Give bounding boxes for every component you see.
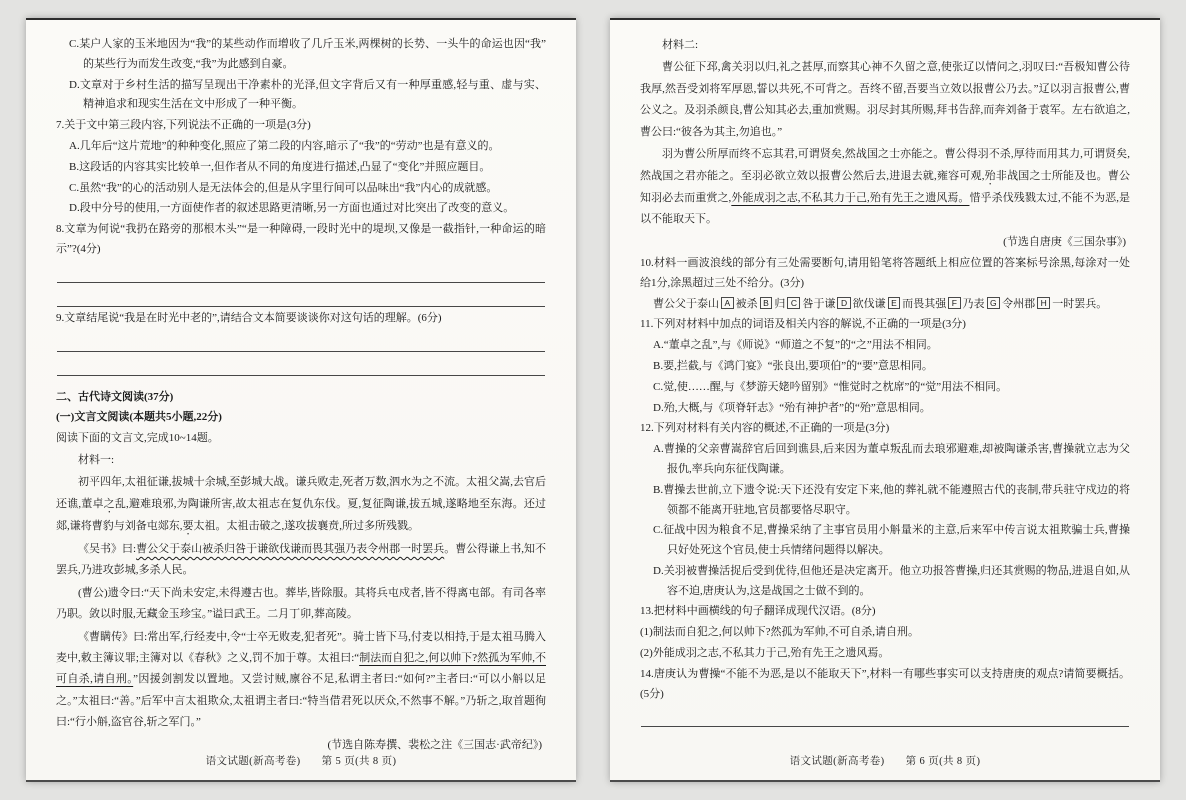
- text-segment: 外能成羽之志,不私其力于己,殆有先王之遗风焉。: [731, 191, 970, 204]
- page-5-content: [56, 35, 546, 756]
- text-segment: 令州郡: [1002, 297, 1036, 310]
- text-segment: 乃表: [962, 297, 985, 310]
- text-segment: 材料二:: [662, 39, 699, 51]
- answer-line: [57, 261, 545, 283]
- text-segment: 归: [774, 297, 786, 310]
- answer-marker-box: G: [987, 297, 1001, 310]
- text-segment: C.觉,使……醒,与《梦游天姥吟留别》“惟觉时之枕席”的“觉”用法不相同。: [653, 380, 1008, 393]
- text-segment: 制法而自犯之,何以帅下?然孤为军帅,不可自杀,请自刑。: [56, 652, 546, 686]
- text-segment: 7.关于文中第三段内容,下列说法不正确的一项是(3分): [56, 119, 311, 132]
- text-segment: 《曹瞒传》曰:常出军,行经麦中,令“士卒无败麦,犯者死”。骑士皆下马,付麦以相持,于是太祖马腾入麦中,敕主簿议罪;主簿对以《春秋》之义,罚不加于尊。太祖曰:“: [56, 630, 546, 665]
- text-segment: 14.唐庚认为曹操“不能不为恶,是以不能取天下”,材料一有哪些事实可以支持唐庚的观点?请简要概括。(5分): [640, 667, 1130, 700]
- answer-line: [641, 705, 1129, 727]
- text-segment: B.曹操去世前,立下遗令说:天下还没有安定下来,他的葬礼就不能遵照古代的丧制,带兵驻守戍边的将领都不能离开驻地,官员都要恪尽职守。: [653, 483, 1130, 516]
- question-14: [640, 665, 1130, 705]
- question-11-option-c: [653, 378, 1130, 398]
- question-10: [640, 254, 1130, 294]
- question-11: [640, 315, 1130, 335]
- text-segment: 11.下列对材料中加点的词语及相关内容的解说,不正确的一项是(3分): [640, 318, 966, 331]
- text-segment: 欲伐谦: [852, 297, 886, 310]
- question-11-option-a: [653, 336, 1130, 356]
- text-segment: A.曹操的父亲曹嵩辞官后回到谯县,后来因为董卓叛乱而去琅邪避难,却被陶谦杀害,曹操就立志为父报仇,率兵向东征伐陶谦。: [653, 443, 1130, 475]
- question-12-option-c: [653, 521, 1130, 561]
- option-c: [69, 35, 546, 75]
- text-segment: 10.材料一画波浪线的部分有三处需要断句,请用铅笔将答题纸上相应位置的答案标号涂黑,每涂对一处给1分,涂黑超过三处不给分。(3分): [640, 256, 1130, 289]
- answer-marker-box: E: [888, 297, 901, 310]
- text-segment: 9.文章结尾说“我是在时光中老的”,请结合文本简要谈谈你对这句话的理解。(6分): [56, 311, 442, 324]
- reading-instruction: [56, 429, 546, 449]
- text-segment: 一时罢兵。: [1052, 297, 1108, 310]
- answer-line: [57, 285, 545, 307]
- text-segment: 而畏其强: [902, 297, 947, 310]
- subsection-1-heading: [56, 408, 546, 428]
- text-segment: (节选自陈寿撰、裴松之注《三国志·武帝纪》): [327, 738, 542, 751]
- exam-page-right: [610, 18, 1160, 782]
- text-segment: 要: [182, 519, 194, 532]
- text-segment: 材料一:: [78, 453, 115, 466]
- footer-title: 语文试题(新高考卷): [205, 756, 301, 767]
- footer-page-number: 第 5 页(共 8 页): [321, 756, 397, 767]
- text-segment: C.某户人家的玉米地因为“我”的某些动作而增收了几斤玉米,两棵树的长势、一头牛的命运也因“我”的某些行为而发生改变,“我”为此感到自豪。: [69, 38, 546, 70]
- material-1-label: [56, 450, 546, 471]
- text-segment: 之: [103, 497, 115, 510]
- question-12: [640, 419, 1130, 439]
- footer-page-number: 第 6 页(共 8 页): [905, 756, 981, 767]
- text-segment: 阅读下面的文言文,完成10~14题。: [56, 432, 219, 445]
- question-7-option-c: [69, 179, 546, 199]
- answer-marker-box: C: [787, 297, 800, 310]
- material-1-para-2: [56, 539, 546, 582]
- question-7-option-b: [69, 158, 546, 178]
- text-segment: 。曹公得谦上书,知不罢兵,乃进攻彭城,多杀人民。: [56, 542, 546, 577]
- text-segment: (一)文言文阅读(本题共5小题,22分): [56, 411, 222, 424]
- text-segment: A.几年后“这片荒地”的种种变化,照应了第二段的内容,暗示了“我”的“劳动”也是有意义的。: [69, 139, 500, 152]
- text-segment: B.要,拦截,与《鸿门宴》“张良出,要项伯”的“要”意思相同。: [653, 359, 933, 372]
- text-segment: 太祖。太祖击破之,遂攻拔襄贲,所过多所残戮。: [193, 519, 419, 532]
- question-13: [640, 602, 1130, 622]
- text-segment: 羽为曹公所厚而终不忘其君,可谓贤矣,然战国之士亦能之。曹公得羽不杀,厚待而用其力,可谓贤矣,然战国之君亦能之。至羽必欲立效以报曹公然后去,进退去就,雍容可观,: [640, 148, 1130, 182]
- material-2-label: [640, 35, 1130, 56]
- scanned-exam-spread: [26, 18, 1160, 782]
- material-2-source: [640, 232, 1130, 253]
- answer-line: [57, 354, 545, 376]
- question-11-option-d: [653, 399, 1130, 419]
- text-segment: 12.下列对材料有关内容的概述,不正确的一项是(3分): [640, 422, 890, 435]
- material-1-para-4: [56, 627, 546, 734]
- text-segment: 13.把材料中画横线的句子翻译成现代汉语。(8分): [640, 605, 876, 618]
- text-segment: A.“董卓之乱”,与《师说》“师道之不复”的“之”用法不相同。: [653, 339, 938, 352]
- answer-marker-box: F: [948, 297, 960, 310]
- text-segment: ”因援剑割发以置地。又尝讨贼,廪谷不足,私谓主者曰:“如何?”主者曰:“可以小斛以足之。”太祖曰:“善。”后军中言太祖欺众,太祖谓主者曰:“特当借君死以厌众,不然事不解。”乃斩之,取首题徇曰:“行小斛,盗官谷,斩之军门。”: [56, 673, 547, 729]
- question-12-option-a: [653, 440, 1130, 480]
- text-segment: 咎于谦: [802, 297, 836, 310]
- question-13-2: [640, 644, 1130, 664]
- text-segment: 乱,避难琅邪,为陶谦所害,故太祖志在复仇东伐。夏,复征陶谦,拔五城,遂略地至东海。还过郯,谦将曹豹与刘备屯郯东,: [56, 497, 547, 532]
- footer-title: 语文试题(新高考卷): [789, 756, 885, 767]
- text-segment: 初平四年,太祖征谦,拔城十余城,至彭城大战。谦兵败走,死者万数,泗水为之不流。太祖父嵩,去官后还谯,董卓: [56, 476, 546, 510]
- question-12-option-d: [653, 562, 1130, 602]
- text-segment: (2)外能成羽之志,不私其力于己,殆有先王之遗风焉。: [640, 647, 890, 660]
- exam-page-left: [26, 18, 576, 782]
- answer-marker-box: D: [837, 297, 850, 310]
- material-2-para-2: [640, 144, 1130, 230]
- question-7: [56, 116, 546, 136]
- text-segment: D.殆,大概,与《项脊轩志》“殆有神护者”的“殆”意思相同。: [653, 401, 931, 414]
- option-d: [69, 76, 546, 116]
- question-7-option-a: [69, 137, 546, 157]
- text-segment: 曹公父于泰山被杀归咎于谦欲伐谦而畏其强乃表令州郡一时罢兵: [136, 542, 445, 555]
- question-10-sentence: [653, 295, 1130, 315]
- answer-marker-box: B: [760, 297, 773, 310]
- text-segment: D.关羽被曹操活捉后受到优待,但他还是决定离开。他立功报答曹操,归还其赏赐的物品,进退自如,从容不迫,唐庚认为,这是战国之士做不到的。: [653, 564, 1130, 597]
- page-6-content: [640, 35, 1130, 727]
- section-2-heading: [56, 388, 546, 408]
- question-8: [56, 220, 546, 260]
- text-segment: D.文章对于乡村生活的描写呈现出干净素朴的光泽,但文字背后又有一种厚重感,轻与重、虚与实、精神追求和现实生活在文中形成了一种平衡。: [69, 78, 546, 111]
- text-segment: 曹公征下邳,禽关羽以归,礼之甚厚,而察其心神不久留之意,使张辽以情问之,羽叹曰:“吾极知曹公待我厚,然吾受刘将军厚恩,誓以共死,不可背之。吾终不留,吾要当立效以报曹公乃去。”辽以羽言报曹公,曹公义之。及羽杀颜良,曹公知其必去,重加赏赐。羽尽封其所赐,拜书告辞,而奔刘备于袁军。左右欲追之,曹公曰:“彼各为其主,勿追也。”: [640, 61, 1130, 138]
- text-segment: (节选自唐庚《三国杂事》): [1003, 235, 1126, 248]
- material-2-para-1: [640, 57, 1130, 143]
- text-segment: (曹公)遗令曰:“天下尚未安定,未得遵古也。葬毕,皆除服。其将兵屯戍者,皆不得离屯部。有司各率乃职。敛以时服,无藏金玉珍宝。”谥曰武王。二月丁卯,葬高陵。: [56, 586, 546, 621]
- text-segment: (1)制法而自犯之,何以帅下?然孤为军帅,不可自杀,请自刑。: [640, 626, 919, 639]
- question-7-option-d: [69, 199, 546, 219]
- question-9: [56, 309, 546, 329]
- question-11-option-b: [653, 357, 1130, 377]
- answer-line: [57, 330, 545, 352]
- question-13-1: [640, 623, 1130, 643]
- text-segment: C.虽然“我”的心的活动别人是无法体会的,但是从字里行间可以品味出“我”内心的成就感。: [69, 181, 498, 194]
- text-segment: D.段中分号的使用,一方面使作者的叙述思路更清晰,另一方面也通过对比突出了改变的意义。: [69, 202, 515, 215]
- page-5-footer: [26, 753, 576, 768]
- question-12-option-b: [653, 481, 1130, 521]
- text-segment: B.这段话的内容其实比较单一,但作者从不同的角度进行描述,凸显了“变化”并照应题目。: [69, 160, 491, 173]
- material-1-para-1: [56, 472, 546, 537]
- text-segment: 殆: [984, 169, 996, 182]
- text-segment: C.征战中因为粮食不足,曹操采纳了主事官员用小斛量米的主意,后来军中传言说太祖欺骗士兵,曹操只好处死这个官员,使士兵情绪问题得以解决。: [653, 524, 1130, 557]
- text-segment: 非战国之士所能及也。曹公知羽必去而重赏之,: [640, 169, 1131, 204]
- text-segment: 8.文章为何说“我扔在路旁的那根木头”“是一种障碍,一段时光中的堤坝,又像是一截指针,一种命运的暗示”?(4分): [56, 223, 546, 255]
- text-segment: 曹公父于泰山: [653, 297, 719, 310]
- text-segment: 《吴书》曰:: [78, 542, 137, 555]
- answer-marker-box: H: [1037, 297, 1050, 310]
- text-segment: 惜乎杀伐残戮太过,不能不为恶,是以不能取天下。: [640, 191, 1131, 226]
- text-segment: 二、古代诗文阅读(37分): [56, 390, 174, 403]
- answer-marker-box: A: [721, 297, 734, 310]
- material-1-para-3: [56, 583, 546, 626]
- page-6-footer: [610, 753, 1160, 768]
- text-segment: 被杀: [735, 297, 758, 310]
